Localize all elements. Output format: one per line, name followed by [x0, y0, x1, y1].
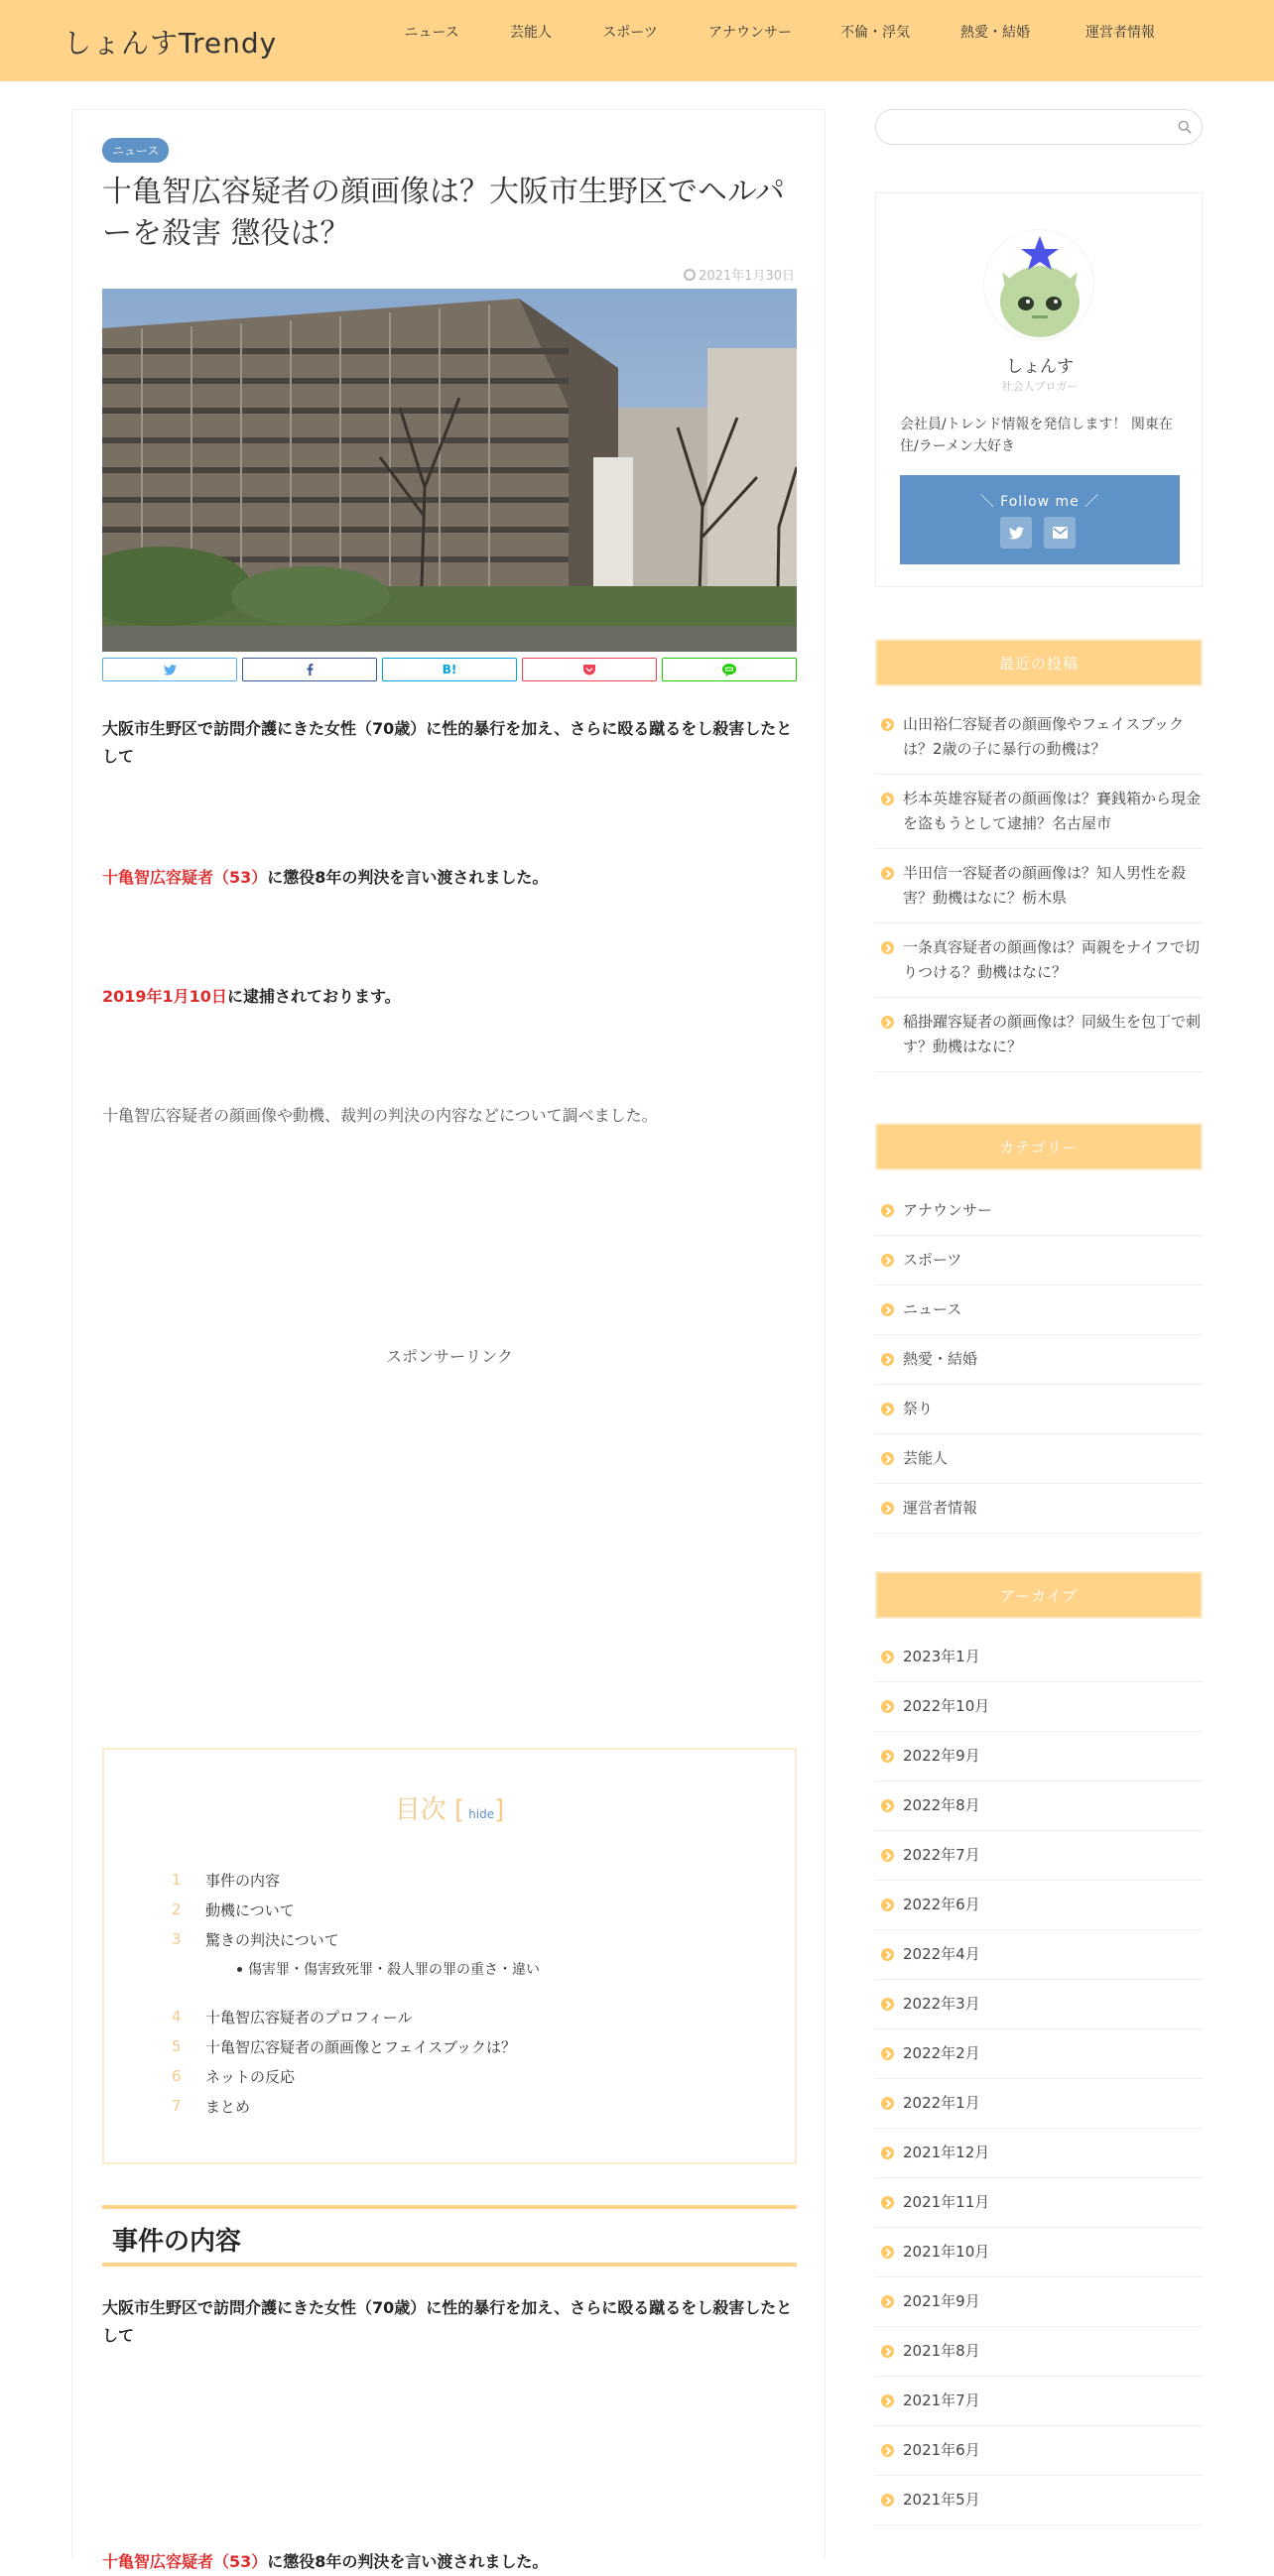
- nav-item-romance[interactable]: 熱愛・結婚: [960, 25, 1030, 41]
- archive-link[interactable]: 2021年9月: [875, 2277, 1203, 2327]
- article-card: [71, 109, 826, 2571]
- chevron-right-icon: [881, 2295, 894, 2308]
- chevron-right-icon: [881, 1899, 894, 1911]
- arrest-text: に逮捕されております。: [226, 987, 401, 1006]
- nav-item-celebrity[interactable]: 芸能人: [510, 25, 552, 41]
- post-date: [684, 265, 795, 284]
- toc-item[interactable]: 7 まとめ: [172, 2097, 251, 2116]
- intro-paragraph: 十亀智広容疑者の顔画像や動機、裁判の判決の内容などについて調べました。: [102, 1106, 658, 1125]
- archive-link[interactable]: 2022年7月: [875, 1831, 1203, 1881]
- chevron-right-icon: [881, 793, 894, 805]
- facebook-icon: [307, 664, 314, 675]
- suspect-name-highlight: 十亀智広容疑者（53）: [102, 868, 268, 887]
- chevron-right-icon: [881, 941, 894, 954]
- verdict-text: に懲役8年の判決を言い渡されました。: [267, 868, 549, 887]
- chevron-right-icon: [881, 718, 894, 731]
- category-link[interactable]: ニュース: [875, 1286, 1203, 1335]
- follow-mail-button[interactable]: [1044, 517, 1076, 549]
- toc-item[interactable]: 3 驚きの判決について: [172, 1930, 339, 1949]
- section-verdict-paragraph: [102, 2548, 797, 2576]
- archive-link[interactable]: 2022年6月: [875, 1881, 1203, 1930]
- chevron-right-icon: [881, 1849, 894, 1862]
- profile-description: 会社員/トレンド情報を発信します！ 関東在住/ラーメン大好き: [900, 417, 1173, 454]
- chevron-right-icon: [881, 1254, 894, 1267]
- nav-item-announcer[interactable]: アナウンサー: [708, 25, 792, 41]
- verdict-paragraph: [102, 864, 797, 892]
- avatar: [983, 229, 1094, 340]
- verdict-text: に懲役8年の判決を言い渡されました。: [267, 2552, 549, 2571]
- site-logo[interactable]: しょんすTrendy: [64, 27, 278, 60]
- archive-link[interactable]: 2022年8月: [875, 1781, 1203, 1831]
- share-line-button[interactable]: [662, 658, 797, 681]
- chevron-right-icon: [881, 1799, 894, 1812]
- chevron-right-icon: [881, 1750, 894, 1763]
- toc-bracket-close: ]: [494, 1795, 505, 1825]
- nav-item-sports[interactable]: スポーツ: [602, 25, 658, 41]
- profile-widget: [875, 192, 1203, 587]
- profile-role: 社会人ブロガー: [1001, 380, 1079, 393]
- category-link[interactable]: 熱愛・結婚: [875, 1335, 1203, 1385]
- chevron-right-icon: [881, 1452, 894, 1465]
- nav-item-about[interactable]: 運営者情報: [1085, 25, 1155, 41]
- category-link[interactable]: 運営者情報: [875, 1484, 1203, 1533]
- archive-link[interactable]: 2021年6月: [875, 2426, 1203, 2476]
- follow-box: [900, 475, 1180, 564]
- chevron-right-icon: [881, 1403, 894, 1415]
- pocket-icon: [583, 665, 595, 675]
- chevron-right-icon: [881, 2345, 894, 2358]
- toc-title: [104, 1789, 795, 1826]
- archive-link[interactable]: 2021年7月: [875, 2377, 1203, 2426]
- twitter-icon: [1009, 527, 1024, 540]
- share-hatena-button[interactable]: B!: [382, 658, 517, 681]
- archive-list: [875, 1633, 1203, 2525]
- chevron-right-icon: [881, 1502, 894, 1515]
- line-icon: [722, 664, 736, 676]
- toc-subitem[interactable]: 傷害罪・傷害致死罪・殺人罪の罪の重さ・違い: [172, 1954, 540, 1984]
- toc-item[interactable]: 4 十亀智広容疑者のプロフィール: [172, 2008, 413, 2026]
- follow-twitter-button[interactable]: [1000, 517, 1032, 549]
- share-facebook-button[interactable]: [242, 658, 377, 681]
- category-link[interactable]: アナウンサー: [875, 1186, 1203, 1236]
- category-link[interactable]: スポーツ: [875, 1236, 1203, 1286]
- chevron-right-icon: [881, 2097, 894, 2110]
- building-photo: [102, 289, 797, 652]
- toc-list: [172, 1865, 540, 2121]
- search-icon[interactable]: [1178, 120, 1192, 134]
- suspect-name-highlight: 十亀智広容疑者（53）: [102, 2552, 268, 2571]
- toc-item[interactable]: 1 事件の内容: [172, 1871, 281, 1890]
- recent-post-link[interactable]: 半田信一容疑者の顔画像は？知人男性を殺害？動機はなに？栃木県: [875, 849, 1203, 923]
- arrest-paragraph: [102, 983, 797, 1011]
- lead-paragraph: 大阪市生野区で訪問介護にきた女性（70歳）に性的暴行を加え、さらに殴る蹴るをし殺害したとして: [102, 719, 793, 766]
- chevron-right-icon: [881, 1303, 894, 1316]
- recent-posts-title: 最近の投稿: [875, 639, 1203, 686]
- section-heading: 事件の内容: [102, 2205, 797, 2267]
- archive-link[interactable]: 2022年1月: [875, 2079, 1203, 2129]
- archive-link[interactable]: 2023年1月: [875, 1633, 1203, 1682]
- sponsor-link-label: スポンサーリンク: [386, 1347, 513, 1366]
- recent-posts-list: [875, 700, 1203, 1072]
- toc-item[interactable]: 6 ネットの反応: [172, 2067, 296, 2086]
- chevron-right-icon: [881, 1998, 894, 2011]
- chevron-right-icon: [881, 2147, 894, 2159]
- archive-link[interactable]: 2022年3月: [875, 1980, 1203, 2029]
- mail-icon: [1053, 527, 1068, 539]
- search-input[interactable]: [875, 109, 1203, 145]
- recent-post-link[interactable]: 山田裕仁容疑者の顔画像やフェイスブックは？2歳の子に暴行の動機は？: [875, 700, 1203, 775]
- article-title: 十亀智広容疑者の顔画像は？大阪市生野区でヘルパーを殺害 懲役は？: [102, 175, 785, 251]
- archive-link[interactable]: 2021年5月: [875, 2476, 1203, 2525]
- chevron-right-icon: [881, 1016, 894, 1029]
- chevron-right-icon: [881, 1700, 894, 1713]
- archive-link[interactable]: 2022年4月: [875, 1930, 1203, 1980]
- recent-post-link[interactable]: 一条真容疑者の顔画像は？両親をナイフで切りつける？動機はなに？: [875, 923, 1203, 998]
- chevron-right-icon: [881, 2246, 894, 2259]
- global-nav: [377, 0, 1185, 61]
- twitter-icon: [164, 665, 177, 675]
- chevron-right-icon: [881, 867, 894, 880]
- chevron-right-icon: [881, 2196, 894, 2209]
- toc-item[interactable]: 5 十亀智広容疑者の顔画像とフェイスブックは？: [172, 2037, 517, 2056]
- categories-title: カテゴリー: [875, 1123, 1203, 1170]
- toc-item[interactable]: 2 動機について: [172, 1901, 295, 1919]
- chevron-right-icon: [881, 2444, 894, 2457]
- chevron-right-icon: [881, 2394, 894, 2407]
- toc-title-text: 目次: [394, 1795, 446, 1825]
- archive-link[interactable]: 2021年12月: [875, 2129, 1203, 2178]
- chevron-right-icon: [881, 2047, 894, 2060]
- archive-link[interactable]: 2022年10月: [875, 1682, 1203, 1732]
- archive-link[interactable]: 2021年8月: [875, 2327, 1203, 2377]
- site-header: [0, 0, 1274, 81]
- archive-link[interactable]: 2022年2月: [875, 2029, 1203, 2079]
- categories-list: [875, 1186, 1203, 1533]
- recent-post-link[interactable]: 杉本英雄容疑者の顔画像は？賽銭箱から現金を盗もうとして逮捕？名古屋市: [875, 775, 1203, 849]
- toc-hide-toggle[interactable]: hide: [468, 1807, 495, 1821]
- eyecatch-image: [102, 289, 797, 652]
- nav-item-news[interactable]: ニュース: [404, 25, 459, 41]
- category-badge[interactable]: ニュース: [102, 138, 169, 163]
- share-twitter-button[interactable]: [102, 658, 237, 681]
- chevron-right-icon: [881, 1204, 894, 1217]
- recent-post-link[interactable]: 稲掛躍容疑者の顔画像は？同級生を包丁で刺す？動機はなに？: [875, 998, 1203, 1072]
- profile-name: しょんす: [1006, 357, 1074, 377]
- chevron-right-icon: [881, 1948, 894, 1961]
- arrest-date-highlight: 2019年1月10日: [102, 987, 227, 1006]
- chevron-right-icon: [881, 1353, 894, 1366]
- chevron-right-icon: [881, 1651, 894, 1663]
- clock-icon: [684, 269, 696, 281]
- table-of-contents: [102, 1748, 797, 2164]
- nav-item-affair[interactable]: 不倫・浮気: [840, 25, 910, 41]
- archive-link[interactable]: 2021年10月: [875, 2228, 1203, 2277]
- archive-title: アーカイブ: [875, 1571, 1203, 1619]
- follow-label: ＼ Follow me ／: [979, 494, 1100, 510]
- toc-spacer: [172, 1984, 540, 2002]
- category-link[interactable]: 祭り: [875, 1385, 1203, 1434]
- share-pocket-button[interactable]: [522, 658, 657, 681]
- chevron-right-icon: [881, 2494, 894, 2507]
- avatar-icon: [984, 230, 1094, 340]
- share-buttons: [102, 658, 797, 681]
- archive-link[interactable]: 2022年9月: [875, 1732, 1203, 1781]
- post-date-text: 2021年1月30日: [699, 269, 795, 284]
- toc-bracket-open: [: [454, 1795, 465, 1825]
- bullet-icon: [237, 1967, 242, 1972]
- category-link[interactable]: 芸能人: [875, 1434, 1203, 1484]
- section-paragraph: 大阪市生野区で訪問介護にきた女性（70歳）に性的暴行を加え、さらに殴る蹴るをし殺害したとして: [102, 2298, 793, 2345]
- archive-link[interactable]: 2021年11月: [875, 2178, 1203, 2228]
